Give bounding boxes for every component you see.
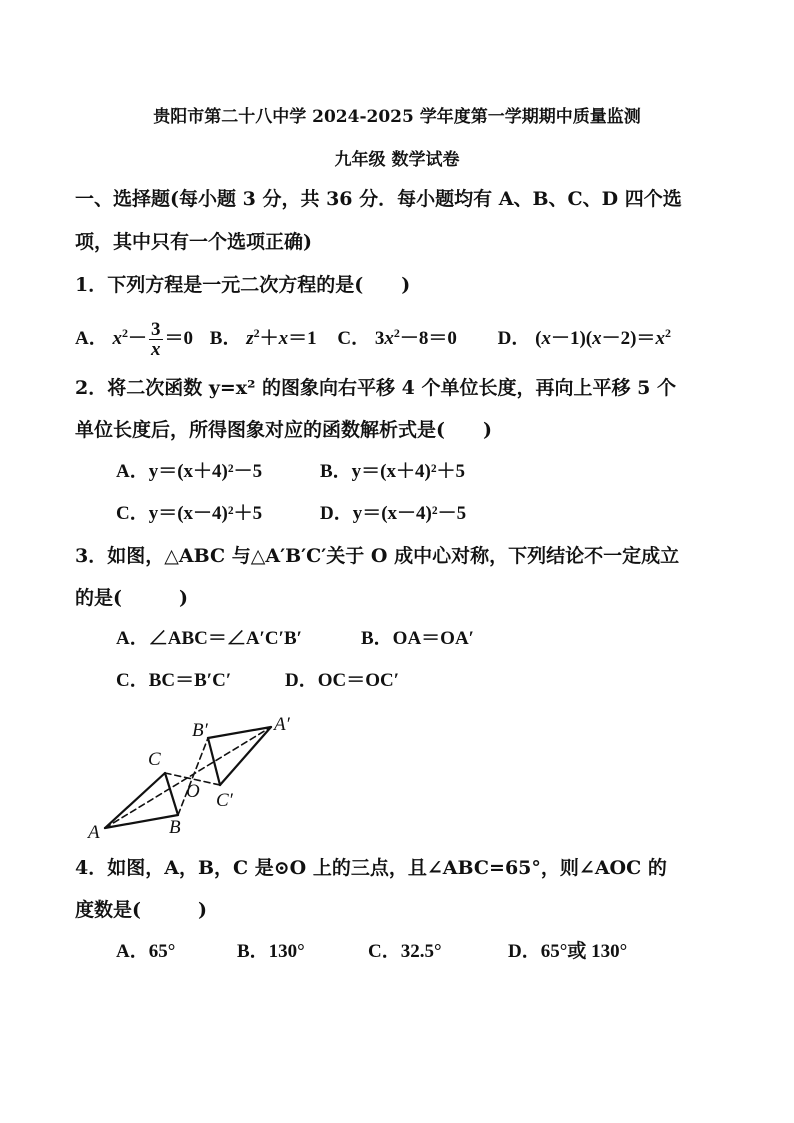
label-b: B	[169, 817, 181, 838]
q4-option-b: B．130°	[237, 941, 305, 962]
label-b-prime: B′	[192, 720, 208, 741]
segment-bb2	[178, 738, 208, 815]
label-c: C	[148, 749, 161, 770]
q2-option-d: D．y＝(x－4)²－5	[320, 503, 467, 524]
section1-note-line2: 项，其中只有一个选项正确)	[75, 231, 312, 253]
q2-option-a: A．y＝(x＋4)²－5	[116, 461, 263, 482]
q3-line2: 的是( )	[75, 587, 188, 609]
q4-line2: 度数是( )	[75, 899, 207, 921]
q3-option-d: D．OC＝OC′	[285, 670, 400, 691]
q2-option-c: C．y＝(x－4)²＋5	[116, 503, 263, 524]
q3-option-a: A．∠ABC＝∠A′C′B′	[116, 628, 302, 649]
q3-option-c: C．BC＝B′C′	[116, 670, 232, 691]
segment-cb	[165, 773, 178, 815]
q1-stem: 1．下列方程是一元二次方程的是( )	[75, 274, 411, 296]
section1-note-line1: (每小题 3 分，共 36 分．每小题均有 A、B、C、D 四个选	[170, 188, 682, 210]
q2-line2: 单位长度后，所得图象对应的函数解析式是( )	[75, 419, 492, 441]
q1-option-c: C． $3x^2-8=0$	[337, 325, 457, 349]
q4-option-a: A．65°	[116, 941, 176, 962]
section1-heading: 一、选择题	[75, 188, 171, 210]
q2-option-b: B．y＝(x＋4)²＋5	[320, 461, 466, 482]
q2-line1: 2．将二次函数 y=x² 的图象向右平移 4 个单位长度，再向上平移 5 个	[75, 377, 676, 399]
segment-b2c2	[208, 738, 220, 785]
label-a-prime: A′	[274, 714, 290, 735]
label-o: O	[186, 781, 200, 802]
label-c-prime: C′	[216, 790, 233, 811]
q1-option-d: D． $(x-1)(x-2)=x^2$	[497, 325, 671, 349]
exam-title: 贵阳市第二十八中学 2024-2025 学年度第一学期期中质量监测	[153, 107, 641, 127]
q1-option-b: B． $z^2+x=1$	[209, 325, 317, 349]
q4-option-c: C．32.5°	[368, 941, 442, 962]
q3-line1: 3．如图，△ABC 与△A′B′C′关于 O 成中心对称，下列结论不一定成立	[75, 545, 680, 567]
q1-option-a: A． $x^2-$ $\frac{3}{x}$ ＝0	[75, 319, 194, 360]
label-a: A	[88, 822, 100, 843]
q1-fraction: $\frac{3}{x}$	[151, 319, 161, 360]
segment-c2a2	[220, 727, 271, 785]
q3-option-b: B．OA＝OA′	[361, 628, 475, 649]
q4-line1: 4．如图，A，B，C 是⊙O 上的三点，且∠ABC=65°，则∠AOC 的	[75, 857, 667, 879]
q4-option-d: D．65°或 130°	[508, 941, 628, 962]
exam-subtitle: 九年级 数学试卷	[334, 150, 460, 170]
